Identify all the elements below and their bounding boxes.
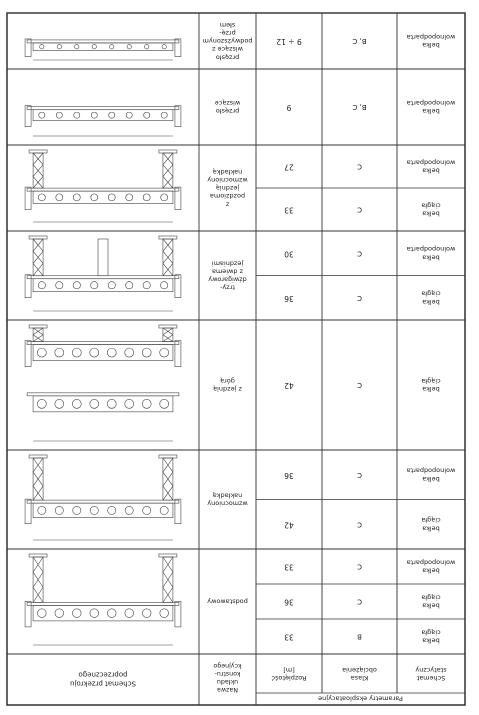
cell-schemat-statyczny: wolnopodparta [406, 98, 456, 107]
table-header [70, 662, 447, 702]
lightening-hole-shape [37, 348, 46, 357]
cell-schemat-statyczny: wolnopodparta [406, 466, 456, 475]
lightening-hole-shape [90, 506, 98, 514]
row-nazwa: górą [220, 376, 235, 385]
lightening-hole-shape [72, 348, 81, 357]
lightening-hole-shape [56, 194, 63, 201]
lightening-hole-shape [37, 609, 46, 618]
lightening-hole-shape [74, 112, 80, 118]
lightening-hole-shape [75, 45, 79, 49]
lightening-hole-shape [160, 348, 169, 357]
row-nazwa: podwyższonym [202, 37, 253, 45]
lightening-hole-shape [162, 45, 166, 49]
lightening-hole-shape [39, 112, 45, 118]
row-nazwa: z [225, 200, 230, 209]
row-nazwa: wzmocniony [207, 175, 248, 184]
table-row [25, 325, 441, 441]
cell-schemat-statyczny: wolnopodparta [406, 558, 456, 567]
cell-schemat-statyczny: wolnopodparta [406, 158, 456, 167]
footing-shape [159, 554, 177, 557]
girder-shape [33, 396, 173, 412]
girder-shape [33, 110, 173, 121]
row-nazwa: wiszące z [212, 45, 243, 54]
end-post-shape [175, 187, 181, 209]
lightening-hole-shape [109, 112, 115, 118]
cell-schemat-statyczny: belka [422, 41, 440, 50]
lightening-hole-shape [55, 399, 64, 408]
cell-schemat-statyczny: belka [422, 385, 440, 394]
lightening-hole-shape [91, 282, 98, 289]
header-nazwa-ukladu: konstru- [214, 670, 241, 678]
row-nazwa: jezdniami [211, 259, 244, 268]
end-post-shape [175, 39, 181, 57]
header-schemat-przekroju: Schemat przekroju [70, 679, 136, 688]
cell-schemat-statyczny: wolnopodparta [406, 245, 456, 254]
lightening-hole-shape [73, 506, 81, 514]
roadway-shape [27, 393, 179, 396]
cell-klasa: C [357, 597, 362, 606]
end-post-shape [175, 499, 181, 524]
lightening-hole-shape [125, 609, 134, 618]
cell-schemat-statyczny: belka [422, 107, 440, 116]
lightening-hole-shape [107, 348, 116, 357]
lightening-hole-shape [125, 399, 134, 408]
lightening-hole-shape [161, 282, 168, 289]
lightening-hole-shape [73, 282, 80, 289]
lightening-hole-shape [55, 348, 64, 357]
header-schemat-statyczny: statyczny [415, 665, 447, 674]
lightening-hole-shape [126, 112, 132, 118]
lightening-hole-shape [160, 609, 169, 618]
lightening-hole-shape [125, 348, 134, 357]
row-nazwa: z dwiema [211, 267, 244, 276]
header-klasa-obciazenia: obciążenia [342, 665, 377, 674]
footing-shape [159, 455, 177, 458]
cell-klasa: C [357, 562, 362, 571]
row-nazwa: z jezdnią [213, 385, 242, 394]
row-nazwa: przęsło [215, 53, 240, 62]
cell-rozpietosc: 36 [284, 470, 294, 480]
lightening-hole-shape [142, 399, 151, 408]
lightening-hole-shape [55, 506, 63, 514]
end-post-shape [25, 187, 31, 209]
table-row [25, 21, 455, 62]
cell-rozpietosc: 9 [286, 103, 292, 112]
cell-schemat-statyczny: belka [422, 297, 440, 306]
cell-schemat-statyczny: ciągła [421, 289, 441, 298]
cell-rozpietosc: 30 [284, 249, 294, 259]
cell-schemat-statyczny: belka [422, 636, 440, 645]
cell-schemat-statyczny: belka [422, 253, 440, 262]
table-row [25, 554, 465, 645]
cell-rozpietosc: 33 [284, 205, 294, 215]
lightening-hole-shape [38, 194, 45, 201]
cell-schemat-statyczny: ciągła [421, 201, 441, 210]
cell-klasa: C [357, 470, 362, 479]
lightening-hole-shape [143, 194, 150, 201]
cell-klasa: C [357, 293, 362, 302]
lightening-hole-shape [91, 112, 97, 118]
row-nazwa: nakładką [212, 167, 243, 176]
lightening-hole-shape [108, 506, 116, 514]
cell-schemat-statyczny: belka [422, 474, 440, 483]
cell-klasa: B, C [352, 37, 367, 45]
cell-klasa: C [357, 520, 362, 529]
lightening-hole-shape [37, 399, 46, 408]
lightening-hole-shape [108, 282, 115, 289]
lightening-hole-shape [110, 45, 114, 49]
row-nazwa: podstawowy [207, 597, 248, 606]
cell-schemat-statyczny: wolnopodparta [406, 32, 456, 41]
row-nazwa: trzy- [220, 283, 235, 292]
footing-shape [29, 455, 47, 458]
lightening-hole-shape [90, 348, 99, 357]
header-parametry: Parametry eksploatacyjne [318, 694, 403, 703]
header-rozpietosc: Rozpiętość [271, 674, 307, 683]
girder-shape [33, 503, 173, 518]
footing-shape [159, 236, 177, 239]
row-nazwa: przę- [219, 28, 236, 37]
footing-shape [159, 150, 177, 153]
lightening-hole-shape [72, 399, 81, 408]
footing-shape [159, 325, 177, 328]
lightening-hole-shape [40, 45, 44, 49]
lightening-hole-shape [161, 194, 168, 201]
girder-shape [33, 279, 173, 292]
lightening-hole-shape [125, 506, 133, 514]
roadway-shape [27, 500, 179, 503]
lightening-hole-shape [160, 399, 169, 408]
footing-shape [29, 150, 47, 153]
lightening-hole-shape [160, 506, 168, 514]
header-klasa-obciazenia: Klasa [350, 674, 369, 683]
cell-rozpietosc: 33 [284, 562, 294, 572]
row-nazwa: nakładką [212, 491, 243, 500]
tower-shape [163, 328, 173, 342]
header-nazwa-ukladu: układu [216, 677, 239, 685]
lightening-hole-shape [126, 282, 133, 289]
girder-shape [33, 191, 173, 203]
header-schemat-przekroju: poprzecznego [78, 670, 128, 679]
cell-schemat-statyczny: belka [422, 566, 440, 575]
lightening-hole-shape [38, 282, 45, 289]
cell-rozpietosc: 33 [284, 632, 294, 642]
row-nazwa: słem [219, 20, 236, 29]
cell-rozpietosc: 9 ÷ 12 [276, 37, 302, 46]
cell-schemat-statyczny: ciągła [421, 593, 441, 602]
row-nazwa: wiszące [214, 98, 241, 107]
lightening-hole-shape [127, 45, 131, 49]
lightening-hole-shape [143, 282, 150, 289]
lightening-hole-shape [142, 348, 151, 357]
lightening-hole-shape [90, 399, 99, 408]
row-nazwa: jezdnią [215, 184, 240, 192]
end-post-shape [25, 106, 31, 127]
roadway-shape [27, 40, 179, 43]
lightening-hole-shape [92, 45, 96, 49]
roadway-shape [27, 276, 179, 279]
table-row [25, 236, 465, 311]
lightening-hole-shape [143, 506, 151, 514]
roadway-shape [27, 188, 179, 191]
lightening-hole-shape [126, 194, 133, 201]
footing-shape [29, 236, 47, 239]
cell-rozpietosc: 36 [284, 597, 294, 607]
lightening-hole-shape [73, 194, 80, 201]
lightening-hole-shape [107, 609, 116, 618]
lightening-hole-shape [107, 399, 116, 408]
lightening-hole-shape [57, 45, 61, 49]
row-nazwa: dźwigarowy [208, 275, 247, 284]
cell-schemat-statyczny: ciągła [421, 628, 441, 637]
cell-rozpietosc: 42 [284, 381, 294, 390]
cell-klasa: B [357, 632, 362, 641]
girder-shape [33, 345, 173, 361]
lightening-hole-shape [55, 609, 64, 618]
row-nazwa: przęsło [215, 107, 240, 116]
lightening-hole-shape [91, 194, 98, 201]
end-post-shape [25, 499, 31, 524]
girder-shape [33, 43, 173, 51]
header-schemat-statyczny: Schemat [416, 674, 446, 683]
cell-klasa: C [357, 205, 362, 214]
end-post-shape [25, 275, 31, 298]
cell-schemat-statyczny: ciągła [421, 516, 441, 525]
cell-klasa: C [357, 249, 362, 258]
lightening-hole-shape [56, 112, 62, 118]
cell-schemat-statyczny: belka [422, 166, 440, 175]
roadway-shape [27, 107, 179, 110]
roadway-shape [27, 342, 179, 345]
header-rozpietosc: [m] [283, 665, 295, 674]
row-nazwa: wzmocniony [207, 499, 248, 508]
end-post-shape [175, 275, 181, 298]
lightening-hole-shape [72, 609, 81, 618]
tower-shape [98, 239, 108, 276]
cell-schemat-statyczny: belka [422, 601, 440, 610]
lightening-hole-shape [161, 112, 167, 118]
footing-shape [29, 554, 47, 557]
cell-rozpietosc: 27 [284, 162, 294, 172]
header-nazwa-ukladu: Nazwa [217, 685, 238, 693]
table-row [25, 99, 455, 136]
cell-schemat-statyczny: belka [422, 524, 440, 533]
roadway-shape [27, 602, 179, 605]
table-row [25, 455, 465, 540]
lightening-hole-shape [145, 45, 149, 49]
lightening-hole-shape [38, 506, 46, 514]
lightening-hole-shape [142, 609, 151, 618]
lightening-hole-shape [108, 194, 115, 201]
cell-schemat-statyczny: ciągła [421, 376, 441, 385]
cell-rozpietosc: 42 [284, 520, 294, 530]
cell-schemat-statyczny: belka [422, 209, 440, 218]
cell-klasa: C [357, 162, 362, 171]
lightening-hole-shape [144, 112, 150, 118]
cell-rozpietosc: 36 [284, 293, 294, 303]
end-post-shape [25, 39, 31, 57]
lightening-hole-shape [90, 609, 99, 618]
header-nazwa-ukladu: kcyjnego [213, 662, 242, 670]
lightening-hole-shape [56, 282, 63, 289]
row-nazwa: pozdzioma [209, 192, 246, 201]
cell-klasa: B, C [352, 103, 367, 111]
footing-shape [29, 325, 47, 328]
end-post-shape [175, 106, 181, 127]
cell-klasa: C [357, 381, 362, 389]
tower-shape [33, 328, 43, 342]
girder-shape [33, 605, 173, 621]
table-row [25, 150, 465, 222]
